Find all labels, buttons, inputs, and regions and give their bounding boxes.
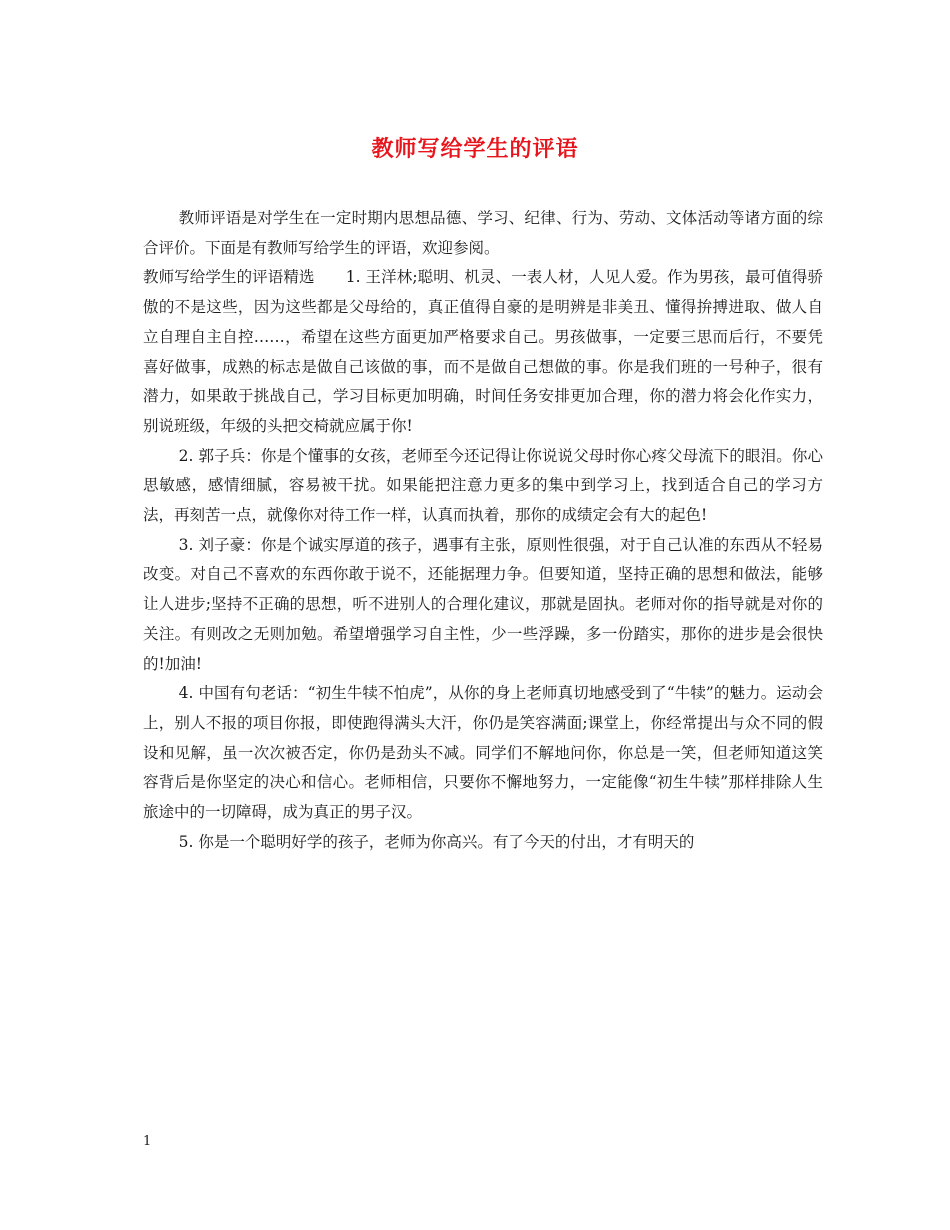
document-title: 教师写给学生的评语: [371, 136, 579, 162]
paragraph-item-4: 4. 中国有句老话：“初生牛犊不怕虎”，从你的身上老师真切地感受到了“牛犊”的魅力。运动会上，别人不报的项目你报，即使跑得满头大汗，你仍是笑容满面;课堂上，你经常提出与众不同的假设和见解，虽一次次被否定，你仍是劲头不减。同学们不解地问你，你总是一笑，但老师知道这笑容背后是你坚定的决心和信心。老师相信，只要你不懈地努力，一定能像“初生牛犊”那样排除人生旅途中的一切障碍，成为真正的男子汉。: [143, 684, 823, 822]
paragraph-item-3: 3. 刘子豪：你是个诚实厚道的孩子，遇事有主张，原则性很强，对于自己认准的东西从不轻易改变。对自己不喜欢的东西你敢于说不，还能据理力争。但要知道，坚持正确的思想和做法，能够让人进步;坚持不正确的思想，听不进别人的合理化建议，那就是固执。老师对你的指导就是对你的关注。有则改之无则加勉。希望增强学习自主性，少一些浮躁，多一份踏实，那你的进步是会很快的!加油!: [143, 535, 823, 673]
paragraph-item-2: 2. 郭子兵：你是个懂事的女孩，老师至今还记得让你说说父母时你心疼父母流下的眼泪。你心思敏感，感情细腻，容易被干扰。如果能把注意力更多的集中到学习上，找到适合自己的学习方法，再刻苦一点，就像你对待工作一样，认真而执着，那你的成绩定会有大的起色!: [143, 446, 823, 525]
intro-paragraph: 教师评语是对学生在一定时期内思想品德、学习、纪律、行为、劳动、文体活动等诸方面的综合评价。下面是有教师写给学生的评语，欢迎参阅。: [143, 209, 823, 257]
paragraph-item-5: 5. 你是一个聪明好学的孩子，老师为你高兴。有了今天的付出，才有明天的: [178, 832, 695, 851]
paragraph-item-1: 教师写给学生的评语精选 1. 王洋林;聪明、机灵、一表人材，人见人爱。作为男孩，最可值得骄傲的不是这些，因为这些都是父母给的，真正值得自豪的是明辨是非美丑、懂得拚搏进取、做人自立自理自主自控……，希望在这些方面更加严格要求自己。男孩做事，一定要三思而后行，不要凭喜好做事，成熟的标志是做自己该做的事，而不是做自己想做的事。你是我们班的一号种子，很有潜力，如果敢于挑战自己，学习目标更加明确，时间任务安排更加合理，你的潜力将会化作实力，别说班级，年级的头把交椅就应属于你!: [143, 268, 823, 435]
page-number: 1: [143, 1134, 152, 1149]
document-body: [143, 204, 823, 857]
